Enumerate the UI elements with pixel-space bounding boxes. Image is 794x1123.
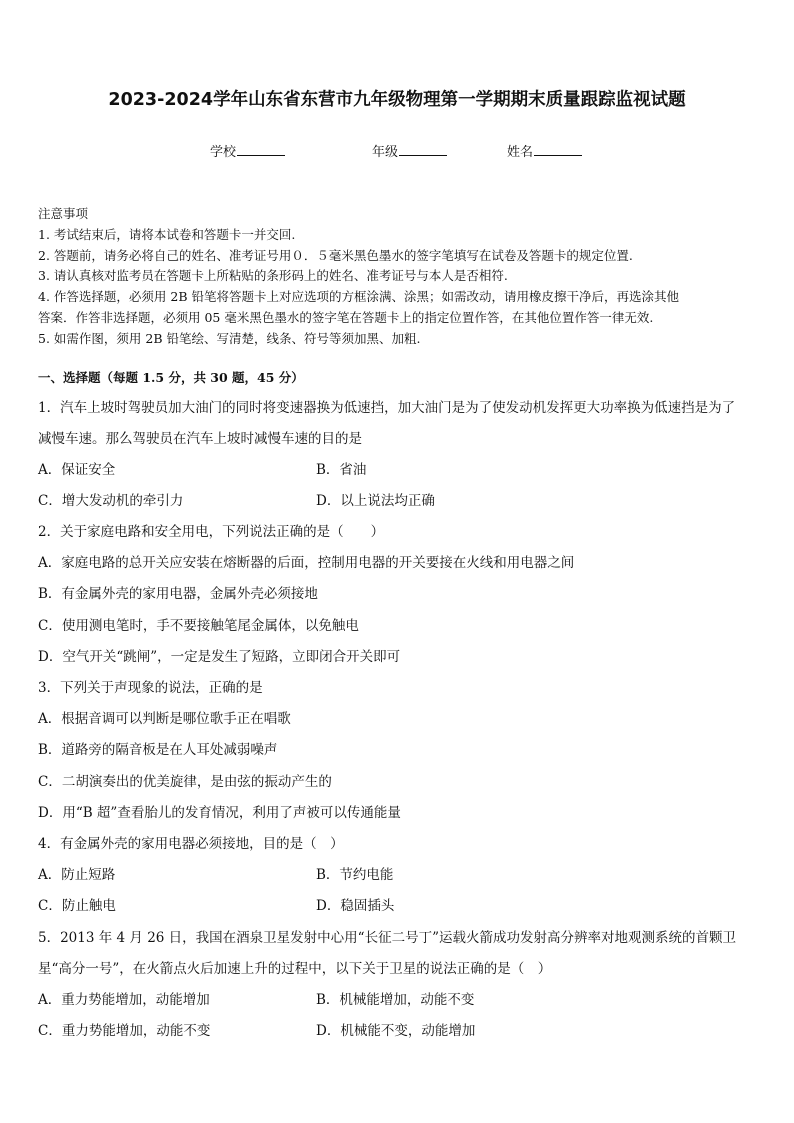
- question-stem: 2．关于家庭电路和安全用电，下列说法正确的是（ ）: [38, 524, 385, 540]
- question-stem: 3．下列关于声现象的说法，正确的是: [38, 680, 263, 696]
- school-label: 学校: [210, 145, 237, 160]
- option-b[interactable]: B．节约电能: [316, 867, 394, 883]
- option-d[interactable]: D．用“B 超”查看胎儿的发育情况，利用了声被可以传通能量: [38, 805, 401, 821]
- grade-blank[interactable]: [399, 143, 447, 156]
- option-a[interactable]: A．保证安全: [38, 462, 116, 478]
- option-d[interactable]: D．机械能不变，动能增加: [316, 1023, 476, 1039]
- name-blank[interactable]: [534, 143, 582, 156]
- question-stem: 4．有金属外壳的家用电器必须接地，目的是（ ）: [38, 836, 344, 852]
- question-stem: 5．2013 年 4 月 26 日，我国在酒泉卫星发射中心用“长征二号丁”运载火箭成功发射高分辨率对地观测系统的首颗卫: [38, 930, 736, 946]
- notes-line: 4. 作答选择题，必须用 2B 铅笔将答题卡上对应选项的方框涂满、涂黑；如需改动，请用橡皮擦干净后，再选涂其他: [38, 289, 679, 305]
- option-c[interactable]: C．重力势能增加，动能不变: [38, 1023, 211, 1039]
- option-a[interactable]: A．根据音调可以判断是哪位歌手正在唱歌: [38, 711, 291, 727]
- notes-line: 1. 考试结束后，请将本试卷和答题卡一并交回.: [38, 226, 296, 242]
- option-d[interactable]: D．稳固插头: [316, 898, 395, 914]
- question-stem: 减慢车速。那么驾驶员在汽车上坡时减慢车速的目的是: [38, 431, 362, 447]
- option-b[interactable]: B．道路旁的隔音板是在人耳处减弱噪声: [38, 742, 278, 758]
- option-c[interactable]: C．使用测电笔时，手不要接触笔尾金属体，以免触电: [38, 618, 359, 634]
- option-a[interactable]: A．重力势能增加，动能增加: [38, 992, 210, 1008]
- school-field[interactable]: [210, 141, 285, 160]
- option-a[interactable]: A．防止短路: [38, 867, 116, 883]
- grade-label: 年级: [372, 145, 399, 160]
- name-label: 姓名: [507, 145, 534, 160]
- school-blank[interactable]: [237, 143, 285, 156]
- question-stem: 星“高分一号”，在火箭点火后加速上升的过程中，以下关于卫星的说法正确的是（ ）: [38, 961, 552, 977]
- option-c[interactable]: C．防止触电: [38, 898, 116, 914]
- notes-line: 答案．作答非选择题，必须用 05 毫米黑色墨水的签字笔在答题卡上的指定位置作答，在其他位置作答一律无效.: [38, 309, 654, 325]
- name-field[interactable]: [507, 141, 582, 160]
- option-a[interactable]: A．家庭电路的总开关应安装在熔断器的后面，控制用电器的开关要接在火线和用电器之间: [38, 555, 575, 571]
- notes-line: 2. 答题前，请务必将自己的姓名、准考证号用０．５毫米黑色墨水的签字笔填写在试卷及答题卡的规定位置.: [38, 247, 633, 263]
- option-c[interactable]: C．二胡演奏出的优美旋律，是由弦的振动产生的: [38, 774, 332, 790]
- notes-line: 5. 如需作图，须用 2B 铅笔绘、写清楚，线条、符号等须加黑、加粗.: [38, 330, 421, 346]
- notes-line: 3. 请认真核对监考员在答题卡上所粘贴的条形码上的姓名、准考证号与本人是否相符.: [38, 268, 508, 284]
- option-b[interactable]: B．有金属外壳的家用电器，金属外壳必须接地: [38, 586, 318, 602]
- option-d[interactable]: D．以上说法均正确: [316, 493, 435, 509]
- section-heading: 一、选择题（每题 1.5 分，共 30 题，45 分）: [38, 370, 304, 385]
- grade-field[interactable]: [372, 141, 447, 160]
- notes-block: [38, 204, 758, 350]
- option-b[interactable]: B．省油: [316, 462, 367, 478]
- option-c[interactable]: C．增大发动机的牵引力: [38, 493, 184, 509]
- page-title: 2023-2024学年山东省东营市九年级物理第一学期期末质量跟踪监视试题: [108, 90, 686, 110]
- option-d[interactable]: D．空气开关“跳闸”，一定是发生了短路，立即闭合开关即可: [38, 649, 401, 665]
- option-b[interactable]: B．机械能增加，动能不变: [316, 992, 475, 1008]
- question-stem: 1．汽车上坡时驾驶员加大油门的同时将变速器换为低速挡，加大油门是为了使发动机发挥更大功率换为低速挡是为了: [38, 400, 736, 416]
- notes-heading: 注意事项: [38, 206, 89, 221]
